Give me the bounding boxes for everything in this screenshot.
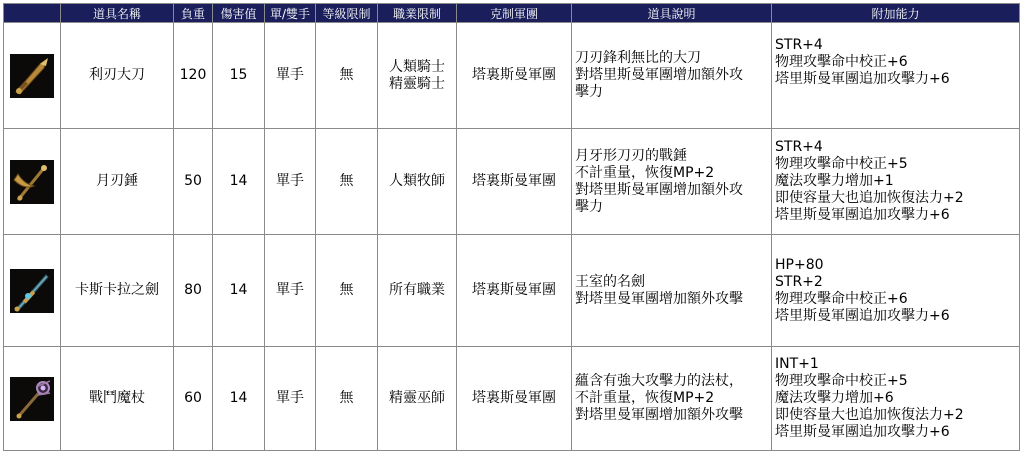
item-hands: 單手 bbox=[265, 129, 316, 235]
table-row bbox=[4, 235, 1020, 347]
item-weight: 80 bbox=[174, 235, 213, 347]
item-hands: 單手 bbox=[265, 23, 316, 129]
item-weight: 60 bbox=[174, 347, 213, 451]
item-class: 人類騎士 精靈騎士 bbox=[378, 23, 457, 129]
item-description: 刀刃鋒利無比的大刀 對塔里斯曼軍團增加額外攻 擊力 bbox=[572, 23, 772, 129]
item-class: 精靈巫師 bbox=[378, 347, 457, 451]
item-level: 無 bbox=[316, 347, 378, 451]
item-damage: 14 bbox=[213, 347, 265, 451]
header-level: 等級限制 bbox=[316, 4, 378, 23]
table-row bbox=[4, 23, 1020, 129]
item-hands: 單手 bbox=[265, 347, 316, 451]
item-class: 人類牧師 bbox=[378, 129, 457, 235]
item-weight: 120 bbox=[174, 23, 213, 129]
header-desc: 道具說明 bbox=[572, 4, 772, 23]
war-hammer-icon bbox=[10, 160, 54, 204]
sword-icon bbox=[10, 269, 54, 313]
header-weight: 負重 bbox=[174, 4, 213, 23]
items-table bbox=[3, 3, 1020, 451]
item-name: 戰鬥魔杖 bbox=[61, 347, 174, 451]
item-name: 卡斯卡拉之劍 bbox=[61, 235, 174, 347]
item-level: 無 bbox=[316, 129, 378, 235]
item-counter: 塔裏斯曼軍團 bbox=[457, 129, 572, 235]
item-bonus: STR+4 物理攻擊命中校正+5 魔法攻擊力增加+1 即使容量大也追加恢復法力+2 塔里斯曼軍團追加攻擊力+6 bbox=[772, 129, 1020, 235]
battle-staff-icon bbox=[10, 377, 54, 421]
item-bonus: STR+4 物理攻擊命中校正+6 塔里斯曼軍團追加攻擊力+6 bbox=[772, 23, 1020, 129]
header-row bbox=[4, 4, 1020, 23]
item-damage: 14 bbox=[213, 235, 265, 347]
item-damage: 14 bbox=[213, 129, 265, 235]
item-class: 所有職業 bbox=[378, 235, 457, 347]
item-damage: 15 bbox=[213, 23, 265, 129]
header-bonus: 附加能力 bbox=[772, 4, 1020, 23]
table-row bbox=[4, 129, 1020, 235]
item-description: 月牙形刀刃的戰錘 不計重量，恢復MP+2 對塔里斯曼軍團增加額外攻 擊力 bbox=[572, 129, 772, 235]
item-level: 無 bbox=[316, 235, 378, 347]
header-icon bbox=[4, 4, 61, 23]
header-hands: 單/雙手 bbox=[265, 4, 316, 23]
item-description: 王室的名劍 對塔里曼軍團增加額外攻擊 bbox=[572, 235, 772, 347]
great-sword-icon bbox=[10, 54, 54, 98]
item-description: 蘊含有強大攻擊力的法杖， 不計重量，恢復MP+2 對塔里曼軍團增加額外攻擊 bbox=[572, 347, 772, 451]
header-name: 道具名稱 bbox=[61, 4, 174, 23]
item-bonus: INT+1 物理攻擊命中校正+5 魔法攻擊力增加+6 即使容量大也追加恢復法力+2 塔里斯曼軍團追加攻擊力+6 bbox=[772, 347, 1020, 451]
header-damage: 傷害值 bbox=[213, 4, 265, 23]
item-counter: 塔裏斯曼軍團 bbox=[457, 235, 572, 347]
item-name: 月刃錘 bbox=[61, 129, 174, 235]
item-hands: 單手 bbox=[265, 235, 316, 347]
item-level: 無 bbox=[316, 23, 378, 129]
header-class: 職業限制 bbox=[378, 4, 457, 23]
item-counter: 塔裏斯曼軍團 bbox=[457, 23, 572, 129]
item-counter: 塔裏斯曼軍團 bbox=[457, 347, 572, 451]
item-weight: 50 bbox=[174, 129, 213, 235]
item-bonus: HP+80 STR+2 物理攻擊命中校正+6 塔里斯曼軍團追加攻擊力+6 bbox=[772, 235, 1020, 347]
item-name: 利刃大刀 bbox=[61, 23, 174, 129]
table-row bbox=[4, 347, 1020, 451]
header-counter: 克制軍團 bbox=[457, 4, 572, 23]
